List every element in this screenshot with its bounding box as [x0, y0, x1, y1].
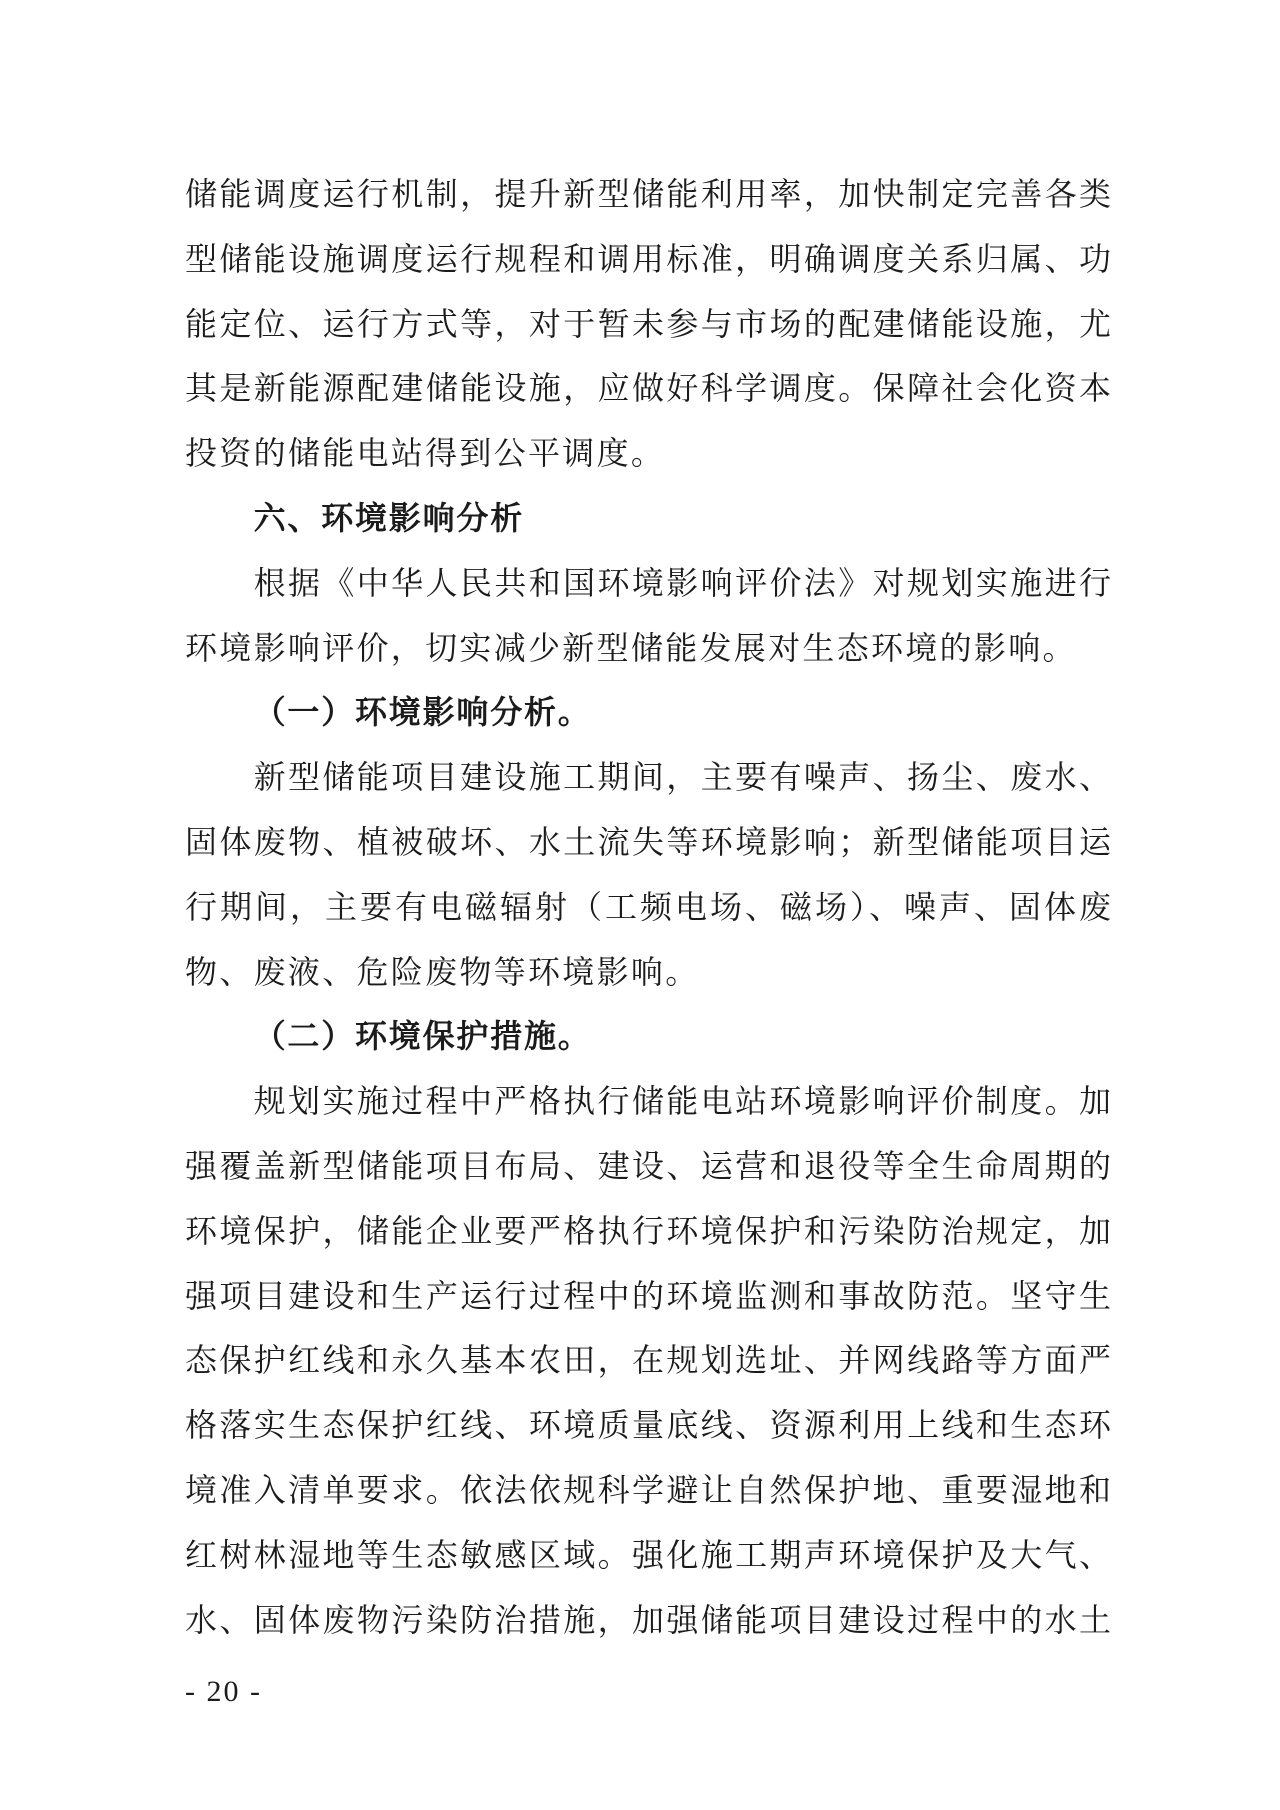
text-line: 环境保护，储能企业要严格执行环境保护和污染防治规定，加: [185, 1211, 1111, 1250]
text-line: 环境影响评价，切实减少新型储能发展对生态环境的影响。: [185, 628, 1077, 667]
subsection-heading: （一）环境影响分析。: [253, 693, 592, 732]
text-line: 境准入清单要求。依法依规科学避让自然保护地、重要湿地和: [185, 1470, 1111, 1509]
text-line: 红树林湿地等生态敏感区域。强化施工期声环境保护及大气、: [185, 1535, 1111, 1574]
section-heading: 六、环境影响分析: [253, 498, 524, 537]
body-text: [185, 162, 1111, 1652]
continued-paragraph: [185, 162, 1111, 486]
text-line: 新型储能项目建设施工期间，主要有噪声、扬尘、废水、: [253, 758, 1111, 797]
intro-paragraph: [185, 551, 1111, 681]
text-line: 物、废液、危险废物等环境影响。: [185, 952, 700, 991]
subsection-paragraph: [185, 745, 1111, 1004]
text-line: 格落实生态保护红线、环境质量底线、资源利用上线和生态环: [185, 1406, 1111, 1445]
text-line: 其是新能源配建储能设施，应做好科学调度。保障社会化资本: [185, 369, 1111, 408]
text-line: 强覆盖新型储能项目布局、建设、运营和退役等全生命周期的: [185, 1146, 1111, 1185]
text-line: 强项目建设和生产运行过程中的环境监测和事故防范。坚守生: [185, 1276, 1111, 1315]
text-line: 投资的储能电站得到公平调度。: [185, 434, 666, 473]
text-line: 储能调度运行机制，提升新型储能利用率，加快制定完善各类: [185, 175, 1111, 213]
text-line: 水、固体废物污染防治措施，加强储能项目建设过程中的水土: [185, 1600, 1111, 1639]
subsection-heading: （二）环境保护措施。: [253, 1017, 592, 1056]
text-line: 固体废物、植被破坏、水土流失等环境影响；新型储能项目运: [185, 822, 1111, 861]
text-line: 规划实施过程中严格执行储能电站环境影响评价制度。加: [253, 1082, 1111, 1121]
text-line: 态保护红线和永久基本农田，在规划选址、并网线路等方面严: [185, 1341, 1111, 1380]
text-line: 根据《中华人民共和国环境影响评价法》对规划实施进行: [253, 563, 1111, 602]
page-number: - 20 -: [185, 1675, 262, 1708]
text-line: 行期间，主要有电磁辐射（工频电场、磁场）、噪声、固体废: [185, 887, 1111, 926]
subsection-paragraph: [185, 1069, 1111, 1652]
text-line: 型储能设施调度运行规程和调用标准，明确调度关系归属、功: [185, 239, 1111, 278]
text-line: 能定位、运行方式等，对于暂未参与市场的配建储能设施，尤: [185, 304, 1111, 343]
